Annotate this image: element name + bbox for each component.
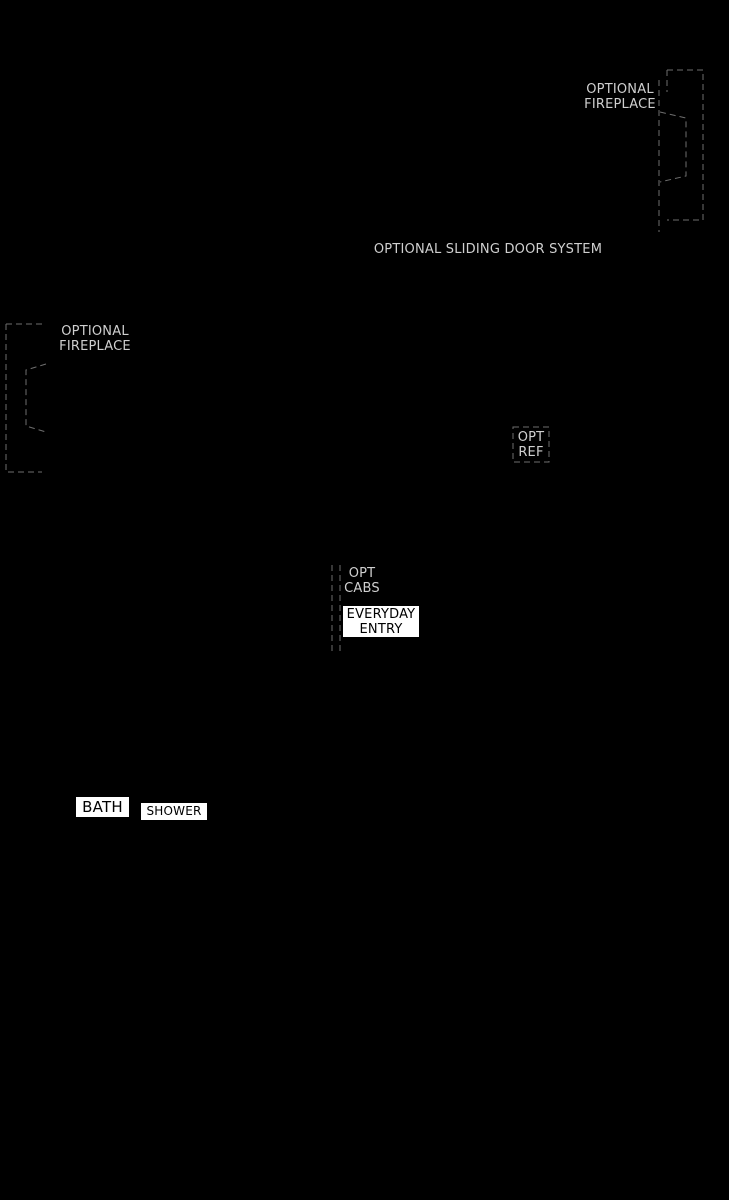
fireplace-right-label: [578, 82, 662, 112]
fireplace-left-label-line1: OPTIONAL: [61, 324, 129, 339]
opt-ref-label-line1: OPT: [517, 430, 545, 445]
fireplace-left-label: [53, 324, 137, 354]
fireplace-right-outline: [659, 70, 703, 232]
bath-label-text: BATH: [82, 798, 123, 816]
bath-label: [76, 797, 129, 817]
everyday-entry-label: [343, 606, 419, 637]
fireplace-right-label-line2: FIREPLACE: [584, 97, 656, 112]
fireplace-left-label-line2: FIREPLACE: [59, 339, 131, 354]
everyday-entry-label-line1: EVERYDAY: [346, 607, 416, 622]
fireplace-left-outline: [6, 324, 46, 472]
opt-cabs-label-line2: CABS: [344, 581, 380, 596]
opt-ref-label: [513, 430, 549, 460]
fireplace-right-label-line1: OPTIONAL: [586, 82, 654, 97]
opt-cabs-label-line1: OPT: [348, 566, 376, 581]
opt-cabs-label: [340, 566, 384, 596]
opt-cabs-outline: [332, 565, 340, 654]
shower-label-text: SHOWER: [146, 804, 202, 818]
everyday-entry-label-line2: ENTRY: [359, 622, 403, 637]
opt-ref-label-line2: REF: [518, 445, 544, 460]
shower-label: [141, 803, 207, 820]
sliding-door-label: [370, 242, 606, 257]
sliding-door-label-text: OPTIONAL SLIDING DOOR SYSTEM: [373, 242, 603, 257]
